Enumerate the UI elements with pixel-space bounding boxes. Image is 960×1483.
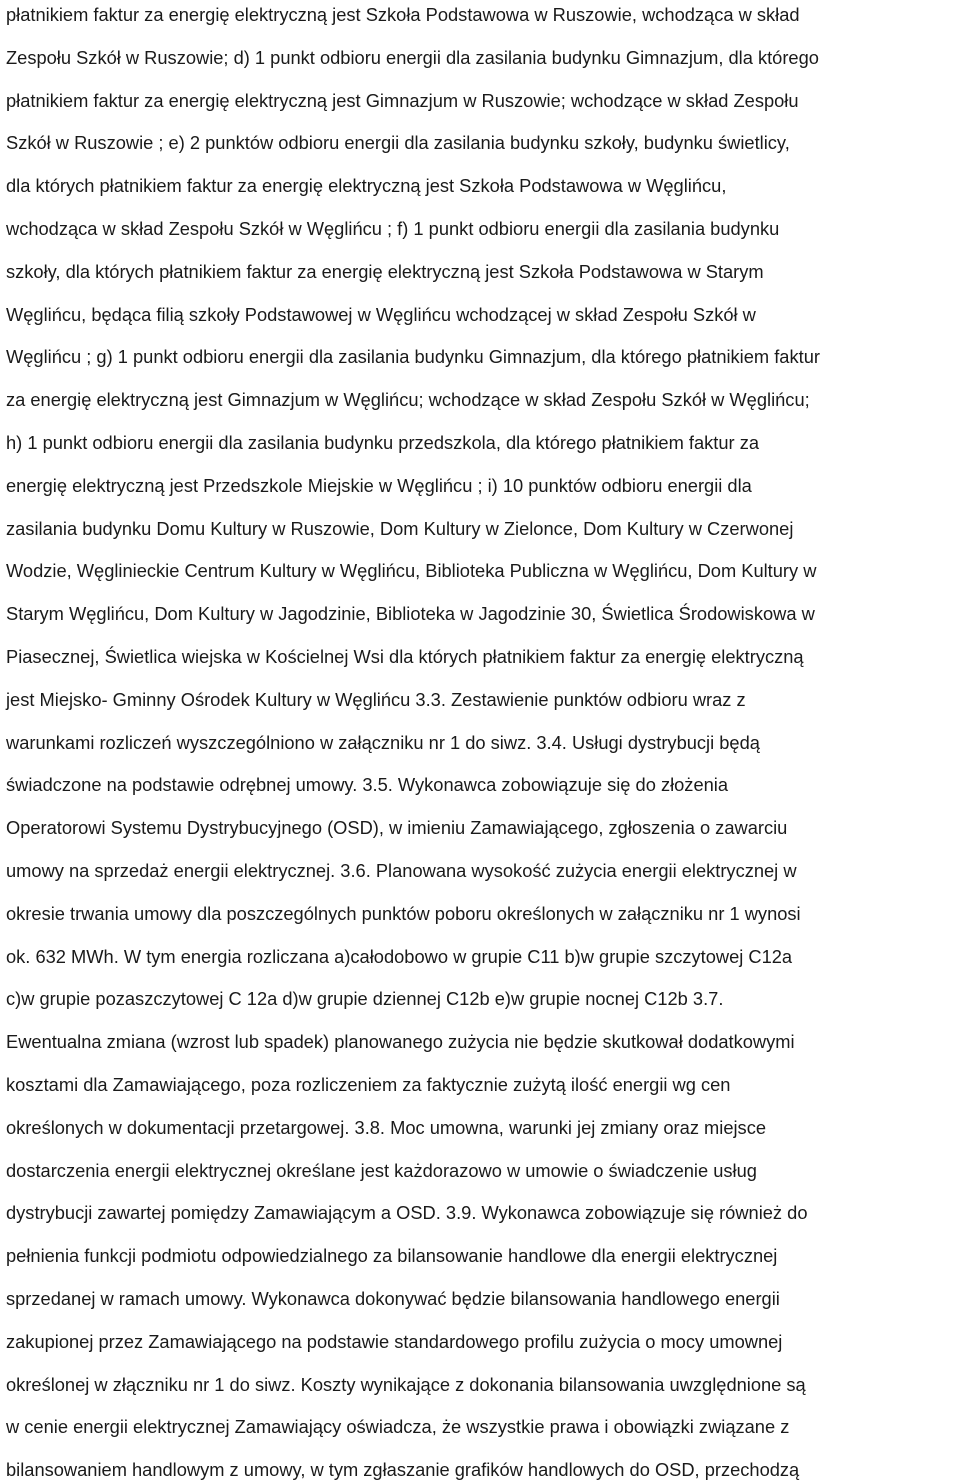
text-line: Starym Węglińcu, Dom Kultury w Jagodzinie, Biblioteka w Jagodzinie 30, Świetlica Środowiskowa w — [6, 603, 815, 625]
text-line: Węglińcu ; g) 1 punkt odbioru energii dla zasilania budynku Gimnazjum, dla którego płatnikiem faktur — [6, 346, 820, 368]
text-line: zasilania budynku Domu Kultury w Ruszowie, Dom Kultury w Zielonce, Dom Kultury w Czerwonej — [6, 517, 794, 539]
text-line: płatnikiem faktur za energię elektryczną jest Gimnazjum w Ruszowie; wchodzące w skład Zespołu — [6, 89, 799, 111]
text-line: Węglińcu, będąca filią szkoły Podstawowej w Węglińcu wchodzącej w skład Zespołu Szkół w — [6, 303, 756, 325]
text-line: dostarczenia energii elektrycznej określane jest każdorazowo w umowie o świadczenie usług — [6, 1159, 757, 1181]
text-line: dla których płatnikiem faktur za energię elektryczną jest Szkoła Podstawowa w Węglińcu, — [6, 175, 727, 197]
text-line: pełnienia funkcji podmiotu odpowiedzialnego za bilansowanie handlowe dla energii elektrycznej — [6, 1245, 778, 1267]
text-line: Szkół w Ruszowie ; e) 2 punktów odbioru energii dla zasilania budynku szkoły, budynku świetlicy, — [6, 132, 790, 154]
text-line: Zespołu Szkół w Ruszowie; d) 1 punkt odbioru energii dla zasilania budynku Gimnazjum, dla którego — [6, 46, 819, 68]
text-line: ok. 632 MWh. W tym energia rozliczana a)całodobowo w grupie C11 b)w grupie szczytowej C12a — [6, 945, 793, 967]
text-line: w cenie energii elektrycznej Zamawiający oświadcza, że wszystkie prawa i obowiązki związane z — [6, 1416, 790, 1438]
text-line: kosztami dla Zamawiającego, poza rozliczeniem za faktycznie zużytą ilość energii wg cen — [6, 1074, 731, 1095]
text-line: określonych w dokumentacji przetargowej. 3.8. Moc umowna, warunki jej zmiany oraz miejsce — [6, 1116, 767, 1138]
text-line: płatnikiem faktur za energię elektryczną jest Szkoła Podstawowa w Ruszowie, wchodząca w skład — [6, 4, 800, 25]
text-line: jest Miejsko- Gminny Ośrodek Kultury w Węglińcu 3.3. Zestawienie punktów odbioru wraz z — [6, 688, 746, 710]
text-line: Ewentualna zmiana (wzrost lub spadek) planowanego zużycia nie będzie skutkował dodatkowymi — [6, 1031, 795, 1053]
text-line: wchodząca w skład Zespołu Szkół w Węglińcu ; f) 1 punkt odbioru energii dla zasilania budynku — [6, 218, 780, 239]
text-line: h) 1 punkt odbioru energii dla zasilania budynku przedszkola, dla którego płatnikiem faktur za — [6, 432, 760, 453]
text-line: dystrybucji zawartej pomiędzy Zamawiającym a OSD. 3.9. Wykonawca zobowiązuje się również do — [6, 1202, 808, 1224]
text-line: energię elektryczną jest Przedszkole Miejskie w Węglińcu ; i) 10 punktów odbioru energii dla — [6, 474, 752, 496]
text-line: szkoły, dla których płatnikiem faktur za energię elektryczną jest Szkoła Podstawowa w Starym — [6, 260, 764, 282]
text-line: warunkami rozliczeń wyszczególniono w załączniku nr 1 do siwz. 3.4. Usługi dystrybucji będą — [6, 731, 760, 753]
text-line: zakupionej przez Zamawiającego na podstawie standardowego profilu zużycia o mocy umownej — [6, 1330, 783, 1352]
text-line: c)w grupie pozaszczytowej C 12a d)w grupie dziennej C12b e)w grupie nocnej C12b 3.7. — [6, 988, 724, 1010]
text-line: sprzedanej w ramach umowy. Wykonawca dokonywać będzie bilansowania handlowego energii — [6, 1288, 780, 1309]
text-line: Wodzie, Węglinieckie Centrum Kultury w Węglińcu, Biblioteka Publiczna w Węglińcu, Dom Kultury w — [6, 560, 817, 582]
text-line: bilansowaniem handlowym z umowy, w tym zgłaszanie grafików handlowych do OSD, przechodzą — [6, 1459, 800, 1481]
text-line: Piasecznej, Świetlica wiejska w Kościelnej Wsi dla których płatnikiem faktur za energię elektryczną — [6, 646, 804, 667]
text-line: umowy na sprzedaż energii elektrycznej. 3.6. Planowana wysokość zużycia energii elektrycznej w — [6, 860, 797, 881]
text-line: za energię elektryczną jest Gimnazjum w Węglińcu; wchodzące w skład Zespołu Szkół w Węglińcu; — [6, 389, 810, 411]
text-line: określonej w złączniku nr 1 do siwz. Koszty wynikające z dokonania bilansowania uwzględnione są — [6, 1373, 806, 1395]
text-line: świadczone na podstawie odrębnej umowy. 3.5. Wykonawca zobowiązuje się do złożenia — [6, 774, 729, 796]
text-line: okresie trwania umowy dla poszczególnych punktów poboru określonych w załączniku nr 1 wynosi — [6, 902, 801, 924]
text-line: Operatorowi Systemu Dystrybucyjnego (OSD), w imieniu Zamawiającego, zgłoszenia o zawarciu — [6, 817, 788, 839]
